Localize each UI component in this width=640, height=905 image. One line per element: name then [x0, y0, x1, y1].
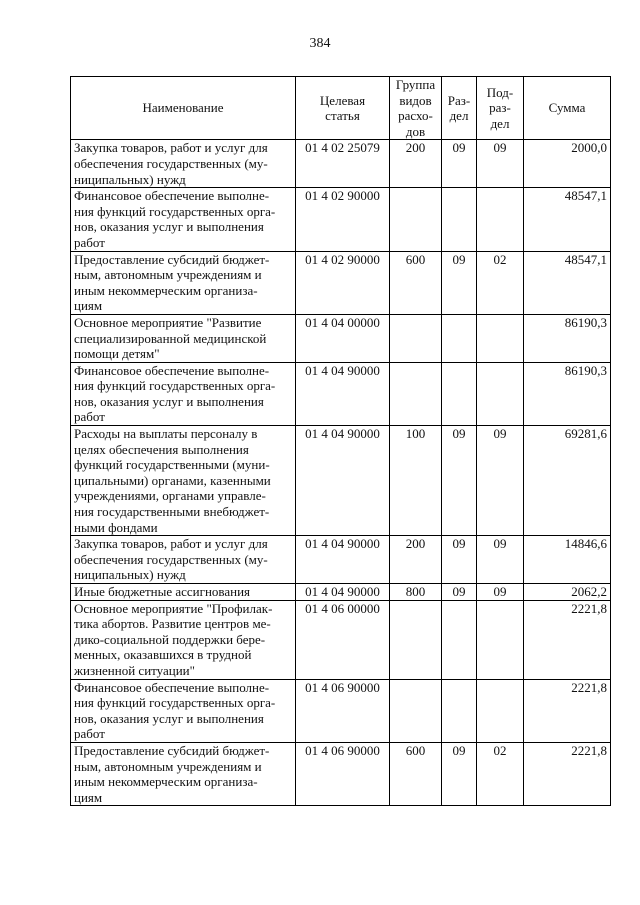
table-body: [71, 140, 611, 806]
cell-name-line: жизненной ситуации": [74, 662, 195, 678]
cell-group: [390, 314, 442, 362]
cell-name: [71, 584, 296, 601]
cell-group: 600: [390, 251, 442, 314]
header-subsection-line: Под-: [486, 84, 514, 100]
cell-subsection: 09: [477, 426, 524, 536]
cell-target-code: 01 4 04 90000: [296, 536, 390, 584]
cell-sum: 2221,8: [524, 679, 611, 742]
cell-group: 100: [390, 426, 442, 536]
table-row: [71, 679, 611, 742]
cell-name: [71, 679, 296, 742]
cell-name-line: ния государственными внебюджет-: [74, 504, 270, 520]
cell-subsection: 09: [477, 140, 524, 188]
cell-name-line: Расходы на выплаты персоналу в: [74, 426, 258, 442]
budget-table: [70, 76, 611, 806]
cell-target-code: 01 4 06 90000: [296, 679, 390, 742]
cell-name-line: помощи детям": [74, 346, 160, 362]
cell-name-line: целях обеспечения выполнения: [74, 441, 249, 457]
cell-group: [390, 188, 442, 251]
cell-name-line: работ: [74, 726, 105, 742]
cell-target-code: 01 4 04 90000: [296, 584, 390, 601]
cell-subsection: [477, 600, 524, 679]
cell-sum: 69281,6: [524, 426, 611, 536]
cell-name-line: Закупка товаров, работ и услуг для: [74, 140, 268, 156]
cell-name-line: Финансовое обеспечение выполне-: [74, 362, 270, 378]
header-sum: Сумма: [524, 77, 611, 140]
cell-group: 800: [390, 584, 442, 601]
cell-name: [71, 536, 296, 584]
cell-name-line: учреждениями, органами управле-: [74, 488, 266, 504]
cell-name: [71, 362, 296, 425]
cell-target-code: 01 4 02 25079: [296, 140, 390, 188]
cell-name-line: циям: [74, 789, 103, 805]
cell-section: 09: [442, 140, 477, 188]
cell-name: [71, 426, 296, 536]
cell-sum: 2221,8: [524, 742, 611, 805]
cell-name-line: Основное мероприятие "Развитие: [74, 314, 262, 330]
header-subsection: [477, 77, 524, 140]
cell-group: [390, 600, 442, 679]
cell-sum: 14846,6: [524, 536, 611, 584]
cell-name-line: нов, оказания услуг и выполнения: [74, 710, 264, 726]
table-header: [71, 77, 611, 140]
cell-group: 600: [390, 742, 442, 805]
table-row: [71, 600, 611, 679]
header-target-line: Целевая: [319, 92, 366, 108]
cell-name-line: обеспечения государственных (му-: [74, 155, 268, 171]
cell-subsection: 09: [477, 584, 524, 601]
cell-target-code: 01 4 04 00000: [296, 314, 390, 362]
cell-name-line: тика абортов. Развитие центров ме-: [74, 616, 271, 632]
cell-name-line: обеспечения государственных (му-: [74, 551, 268, 567]
header-subsection-line: дел: [490, 115, 510, 131]
cell-name: [71, 251, 296, 314]
cell-section: [442, 600, 477, 679]
table-row: [71, 188, 611, 251]
cell-section: 09: [442, 426, 477, 536]
header-group: [390, 77, 442, 140]
cell-sum: 86190,3: [524, 362, 611, 425]
cell-target-code: 01 4 02 90000: [296, 188, 390, 251]
cell-group: 200: [390, 140, 442, 188]
table-row: [71, 584, 611, 601]
cell-name-line: циям: [74, 298, 103, 314]
cell-subsection: [477, 188, 524, 251]
header-target: [296, 77, 390, 140]
cell-name-line: Финансовое обеспечение выполне-: [74, 188, 270, 204]
cell-name-line: функций государственными (муни-: [74, 457, 270, 473]
cell-target-code: 01 4 06 90000: [296, 742, 390, 805]
cell-group: 200: [390, 536, 442, 584]
cell-name-line: Основное мероприятие "Профилак-: [74, 600, 273, 616]
cell-section: 09: [442, 251, 477, 314]
cell-name-line: менных, оказавшихся в трудной: [74, 647, 252, 663]
cell-subsection: [477, 679, 524, 742]
cell-sum: 86190,3: [524, 314, 611, 362]
header-subsection-line: раз-: [489, 100, 511, 116]
cell-name: [71, 742, 296, 805]
cell-section: [442, 679, 477, 742]
cell-section: [442, 362, 477, 425]
cell-name-line: ным, автономным учреждениям и: [74, 267, 262, 283]
cell-subsection: 02: [477, 251, 524, 314]
cell-name-line: Предоставление субсидий бюджет-: [74, 251, 270, 267]
cell-name-line: ниципальных) нужд: [74, 171, 186, 187]
cell-name-line: дико-социальной поддержки бере-: [74, 631, 266, 647]
cell-name-line: Предоставление субсидий бюджет-: [74, 742, 270, 758]
cell-sum: 2221,8: [524, 600, 611, 679]
table-row: [71, 742, 611, 805]
cell-target-code: 01 4 04 90000: [296, 426, 390, 536]
cell-name-line: ным, автономным учреждениям и: [74, 758, 262, 774]
cell-name-line: Финансовое обеспечение выполне-: [74, 679, 270, 695]
cell-name-line: иным некоммерческим организа-: [74, 774, 258, 790]
cell-subsection: 09: [477, 536, 524, 584]
cell-section: [442, 314, 477, 362]
cell-name-line: ния функций государственных орга-: [74, 378, 276, 394]
cell-target-code: 01 4 02 90000: [296, 251, 390, 314]
header-target-line: статья: [325, 108, 360, 124]
cell-sum: 48547,1: [524, 188, 611, 251]
cell-name-line: ниципальных) нужд: [74, 567, 186, 583]
table-row: [71, 362, 611, 425]
cell-group: [390, 679, 442, 742]
table-row: [71, 251, 611, 314]
cell-name: [71, 314, 296, 362]
cell-section: 09: [442, 742, 477, 805]
cell-name-line: ния функций государственных орга-: [74, 695, 276, 711]
cell-sum: 2062,2: [524, 584, 611, 601]
cell-section: [442, 188, 477, 251]
cell-name-line: нов, оказания услуг и выполнения: [74, 393, 264, 409]
cell-name-line: работ: [74, 409, 105, 425]
header-section-line: дел: [449, 108, 469, 124]
header-group-line: дов: [405, 123, 426, 139]
page-number: 384: [309, 36, 331, 51]
cell-subsection: [477, 362, 524, 425]
cell-name-line: работ: [74, 234, 105, 250]
table-row: [71, 140, 611, 188]
table-row: [71, 426, 611, 536]
cell-sum: 2000,0: [524, 140, 611, 188]
header-section-line: Раз-: [447, 92, 471, 108]
cell-name-line: Закупка товаров, работ и услуг для: [74, 536, 268, 552]
cell-name-line: ными фондами: [74, 519, 158, 535]
cell-section: 09: [442, 536, 477, 584]
cell-name-line: специализированной медицинской: [74, 330, 267, 346]
header-section: [442, 77, 477, 140]
cell-target-code: 01 4 06 00000: [296, 600, 390, 679]
header-group-line: расхо-: [398, 108, 433, 124]
cell-subsection: [477, 314, 524, 362]
header-group-line: Группа: [395, 77, 436, 92]
cell-sum: 48547,1: [524, 251, 611, 314]
cell-name: [71, 188, 296, 251]
table-row: [71, 314, 611, 362]
cell-name: [71, 600, 296, 679]
cell-name-line: иным некоммерческим организа-: [74, 282, 258, 298]
cell-group: [390, 362, 442, 425]
header-name: Наименование: [71, 77, 296, 140]
cell-target-code: 01 4 04 90000: [296, 362, 390, 425]
cell-name-line: ципальными) органами, казенными: [74, 472, 271, 488]
cell-name-line: нов, оказания услуг и выполнения: [74, 219, 264, 235]
header-row: [71, 77, 611, 140]
header-group-line: видов: [399, 92, 432, 108]
table-row: [71, 536, 611, 584]
cell-section: 09: [442, 584, 477, 601]
cell-subsection: 02: [477, 742, 524, 805]
cell-name-line: Иные бюджетные ассигнования: [74, 584, 251, 599]
cell-name: [71, 140, 296, 188]
cell-name-line: ния функций государственных орга-: [74, 203, 276, 219]
